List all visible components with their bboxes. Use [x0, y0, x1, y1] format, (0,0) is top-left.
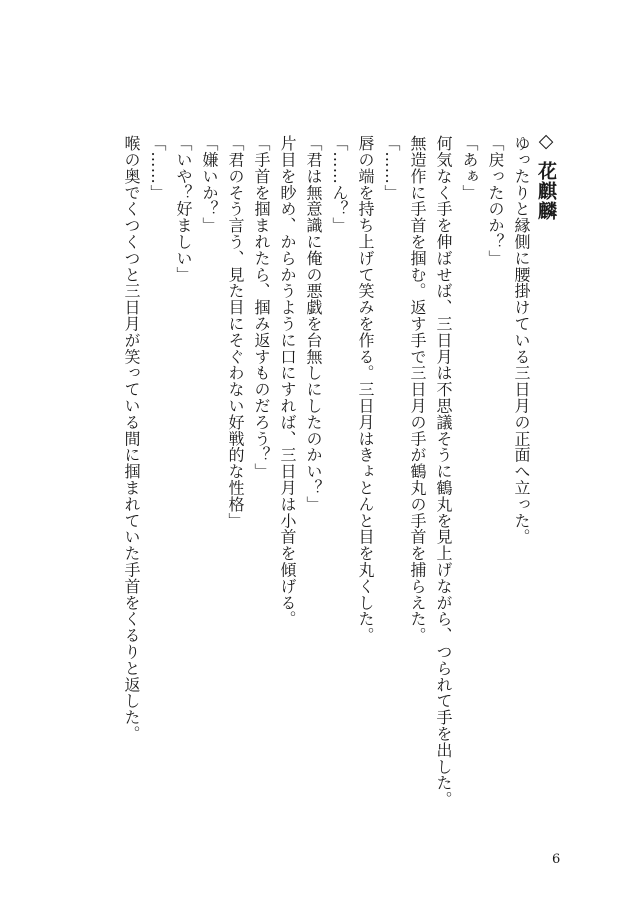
text-line: 「君のそう言う、見た目にそぐわない好戦的な性格」: [226, 135, 245, 529]
text-line: 「君は無意識に俺の悪戯を台無しにしたのかい？」: [304, 135, 323, 513]
text-line: 「……ん？」: [330, 135, 349, 234]
text-line: 喉の奥でくつくつと三日月が笑っている間に掴まれていた手首をくるりと返した。: [122, 135, 141, 742]
text-line: 「戻ったのか？」: [486, 135, 505, 267]
text-line: 何気なく手を伸ばせば、三日月は不思議そうに鶴丸を見上げながら、つられて手を出した。: [434, 135, 453, 808]
text-line: 「嫌いか？」: [200, 135, 219, 234]
page-number: 6: [552, 852, 561, 867]
body-text: [118, 135, 534, 808]
text-line: 「……」: [148, 135, 167, 201]
text-line: 唇の端を持ち上げて笑みを作る。三日月はきょとんと目を丸くした。: [356, 135, 375, 644]
text-line: 「……」: [382, 135, 401, 201]
text-line: 「いや？好ましい」: [174, 135, 193, 283]
text-line: 「あぁ」: [460, 135, 479, 201]
text-line: 無造作に手首を掴む。返す手で三日月の手が鶴丸の手首を捕らえた。: [408, 135, 427, 644]
section-title: ◇ 花麒麟: [535, 130, 557, 221]
text-line: 片目を眇め、からかうように口にすれば、三日月は小首を傾げる。: [278, 135, 297, 627]
text-line: ゆったりと縁側に腰掛けている三日月の正面へ立った。: [512, 135, 531, 545]
text-line: 「手首を掴まれたら、掴み返すものだろう？」: [252, 135, 271, 480]
